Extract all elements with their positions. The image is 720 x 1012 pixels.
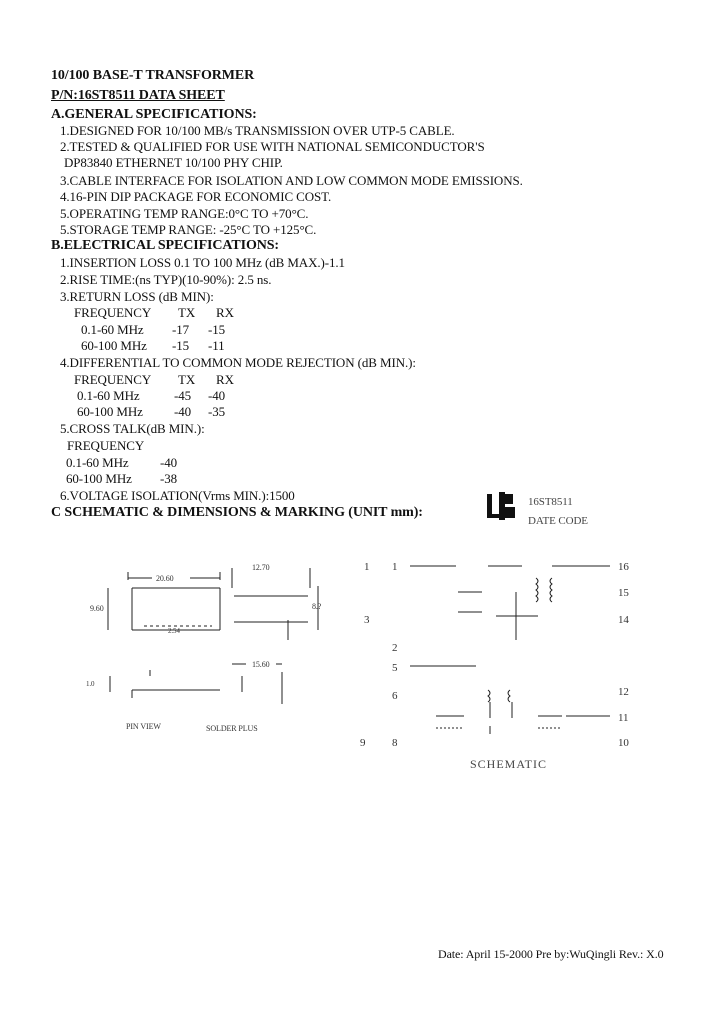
dim-pin-pitch: 2.54 — [168, 627, 180, 635]
schematic-left-pin: 1 — [392, 561, 398, 573]
cmr-cell: -40 — [174, 404, 192, 419]
cmr-header-freq: FREQUENCY — [74, 372, 152, 387]
return-loss-cell: -15 — [172, 338, 190, 353]
rise-time: 2.RISE TIME:(ns TYP)(10-90%): 2.5 ns. — [60, 272, 272, 287]
schematic-right-pin: 12 — [618, 686, 629, 698]
return-loss-cell: -11 — [208, 338, 225, 353]
cmr-header-rx: RX — [216, 372, 234, 387]
return-loss-header-tx: TX — [178, 305, 196, 320]
cmr-header-tx: TX — [178, 372, 196, 387]
schematic-left-pin: 5 — [392, 662, 398, 674]
schematic-left-pin: 1 — [364, 561, 370, 573]
schematic-right-pin: 16 — [618, 561, 629, 573]
return-loss-cell: -17 — [172, 322, 190, 337]
general-item: 5.OPERATING TEMP RANGE:0°C TO +70°C. — [60, 206, 309, 221]
general-item: 5.STORAGE TEMP RANGE: -25°C TO +125°C. — [60, 222, 317, 237]
pin-view-label: PIN VIEW — [126, 722, 161, 731]
cmr-cell: -35 — [208, 404, 226, 419]
schematic-left-pin-extra: 9 — [360, 737, 366, 749]
schematic-left-pin: 6 — [392, 690, 398, 702]
schematic-right-pin: 11 — [618, 712, 629, 724]
dim-left-small: 1.0 — [86, 680, 95, 688]
dim-top-width: 12.70 — [252, 563, 270, 572]
general-item: 3.CABLE INTERFACE FOR ISOLATION AND LOW COMMON MODE EMISSIONS. — [60, 173, 523, 188]
return-loss-cell: -15 — [208, 322, 226, 337]
crosstalk-cell: 60-100 MHz — [66, 471, 132, 486]
schematic-left-pin: 3 — [364, 614, 370, 626]
schematic-right-pin: 14 — [618, 614, 629, 626]
crosstalk-cell: -38 — [160, 471, 178, 486]
schematic-heading: C SCHEMATIC & DIMENSIONS & MARKING (UNIT mm): — [51, 505, 423, 520]
part-number: P/N:16ST8511 DATA SHEET — [51, 88, 225, 103]
marking-date-code: DATE CODE — [528, 515, 588, 527]
return-loss-cell: 0.1-60 MHz — [81, 322, 144, 337]
crosstalk-title: 5.CROSS TALK(dB MIN.): — [60, 421, 205, 436]
marking-part: 16ST8511 — [528, 496, 573, 508]
general-item: 2.TESTED & QUALIFIED FOR USE WITH NATIONAL SEMICONDUCTOR'S — [60, 139, 485, 154]
electrical-heading: B.ELECTRICAL SPECIFICATIONS: — [51, 238, 279, 253]
general-item: 4.16-PIN DIP PACKAGE FOR ECONOMIC COST. — [60, 189, 332, 204]
dim-bottom-length: 15.60 — [252, 660, 270, 669]
schematic-right-pin: 15 — [618, 587, 629, 599]
return-loss-title: 3.RETURN LOSS (dB MIN): — [60, 289, 214, 304]
general-item: 1.DESIGNED FOR 10/100 MB/s TRANSMISSION OVER UTP-5 CABLE. — [60, 123, 455, 138]
voltage-isolation: 6.VOLTAGE ISOLATION(Vrms MIN.):1500 — [60, 488, 295, 503]
cmr-title: 4.DIFFERENTIAL TO COMMON MODE REJECTION (dB MIN.): — [60, 355, 416, 370]
crosstalk-header: FREQUENCY — [67, 438, 145, 453]
return-loss-header-freq: FREQUENCY — [74, 305, 152, 320]
cmr-cell: 0.1-60 MHz — [77, 388, 140, 403]
cmr-cell: -40 — [208, 388, 226, 403]
schematic-caption: SCHEMATIC — [470, 757, 548, 771]
footer-info: Date: April 15-2000 Pre by:WuQingli Rev.: X.0 — [438, 947, 664, 961]
crosstalk-cell: 0.1-60 MHz — [66, 455, 129, 470]
solder-caption: SOLDER PLUS — [206, 724, 258, 733]
document-title: 10/100 BASE-T TRANSFORMER — [51, 68, 255, 83]
dim-top-length: 20.60 — [156, 574, 174, 583]
cmr-cell: 60-100 MHz — [77, 404, 143, 419]
general-item: DP83840 ETHERNET 10/100 PHY CHIP. — [64, 155, 283, 170]
insertion-loss: 1.INSERTION LOSS 0.1 TO 100 MHz (dB MAX.)-1.1 — [60, 255, 345, 270]
dim-right-height: 8.? — [312, 602, 322, 611]
schematic-left-pin: 8 — [392, 737, 398, 749]
schematic-right-pin: 10 — [618, 737, 629, 749]
cmr-cell: -45 — [174, 388, 192, 403]
dim-left-height: 9.60 — [90, 604, 104, 613]
crosstalk-cell: -40 — [160, 455, 178, 470]
general-heading: A.GENERAL SPECIFICATIONS: — [51, 107, 257, 122]
return-loss-header-rx: RX — [216, 305, 234, 320]
schematic-left-pin: 2 — [392, 642, 398, 654]
return-loss-cell: 60-100 MHz — [81, 338, 147, 353]
